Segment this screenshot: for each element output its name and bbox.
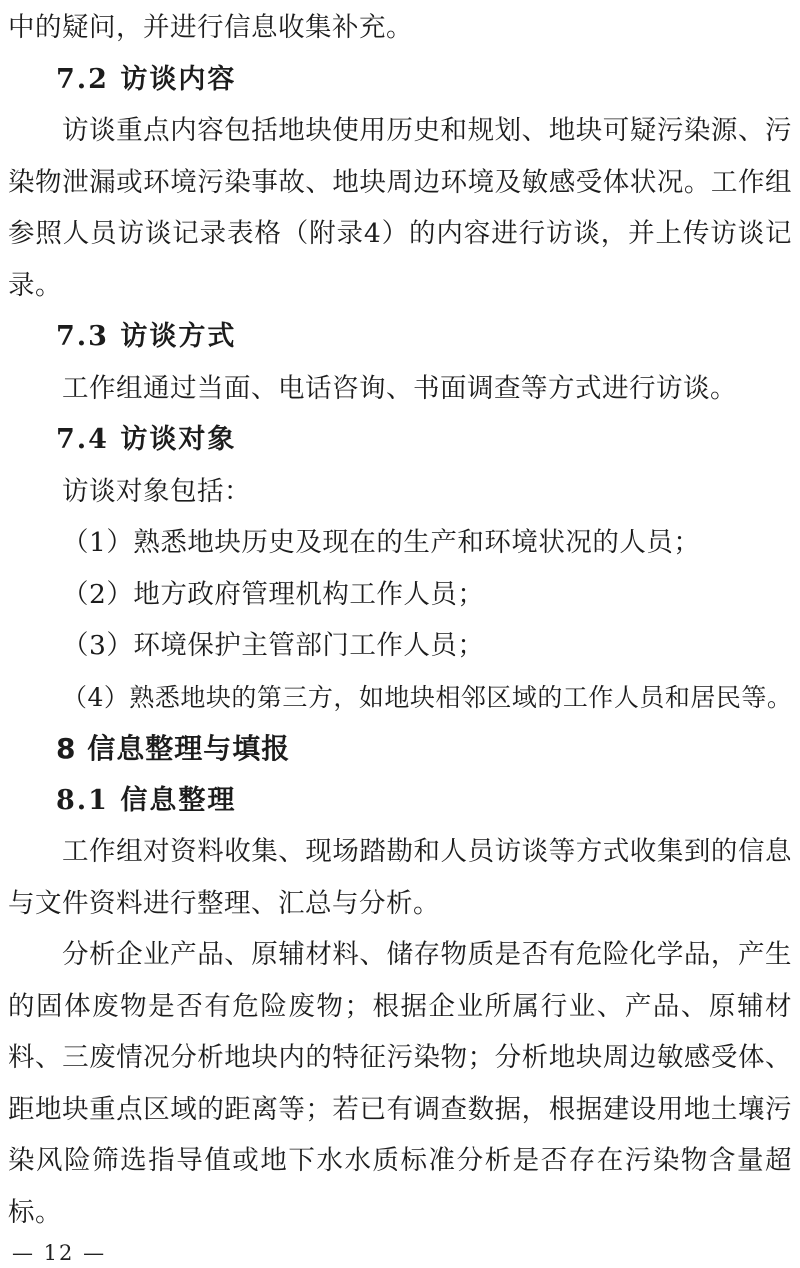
section-heading-8: 8 信息整理与填报 — [56, 732, 291, 765]
paragraph-interview-content: 访谈重点内容包括地块使用历史和规划、地块可疑污染源、污染物泄漏或环境污染事故、地块周边环境及敏感受体状况。工作组参照人员访谈记录表格（附录4）的内容进行访谈，并上传访谈记录。 — [8, 115, 792, 301]
page-number: — 12 — — [12, 1241, 107, 1265]
paragraph-info-analysis: 分析企业产品、原辅材料、储存物质是否有危险化学品，产生的固体废物是否有危险废物；根据企业所属行业、产品、原辅材料、三废情况分析地块内的特征污染物；分析地块周边敏感受体、距地块重点区域的距离等；若已有调查数据，根据建设用地土壤污染风险筛选指导值或地下水水质标准分析是否存在污染物含量超标。 — [8, 939, 792, 1228]
paragraph-interview-method: 工作组通过当面、电话咨询、书面调查等方式进行访谈。 — [62, 372, 737, 404]
paragraph-continuation: 中的疑问，并进行信息收集补充。 — [8, 12, 413, 43]
list-item-interviewee-3: （3）环境保护主管部门工作人员； — [62, 630, 485, 661]
paragraph-info-organize: 工作组对资料收集、现场踏勘和人员访谈等方式收集到的信息与文件资料进行整理、汇总与分析。 — [8, 836, 792, 919]
list-item-interviewee-1: （1）熟悉地块历史及现在的生产和环境状况的人员； — [62, 527, 701, 558]
list-item-interviewee-2: （2）地方政府管理机构工作人员； — [62, 578, 485, 610]
paragraph-interviewee-lead: 访谈对象包括： — [62, 475, 251, 507]
section-heading-8-1: 8.1 信息整理 — [56, 784, 237, 816]
section-heading-7-2: 7.2 访谈内容 — [56, 63, 237, 95]
section-heading-7-4: 7.4 访谈对象 — [56, 424, 237, 455]
section-heading-7-3: 7.3 访谈方式 — [56, 321, 237, 352]
list-item-interviewee-4: （4）熟悉地块的第三方，如地块相邻区域的工作人员和居民等。 — [62, 682, 793, 712]
